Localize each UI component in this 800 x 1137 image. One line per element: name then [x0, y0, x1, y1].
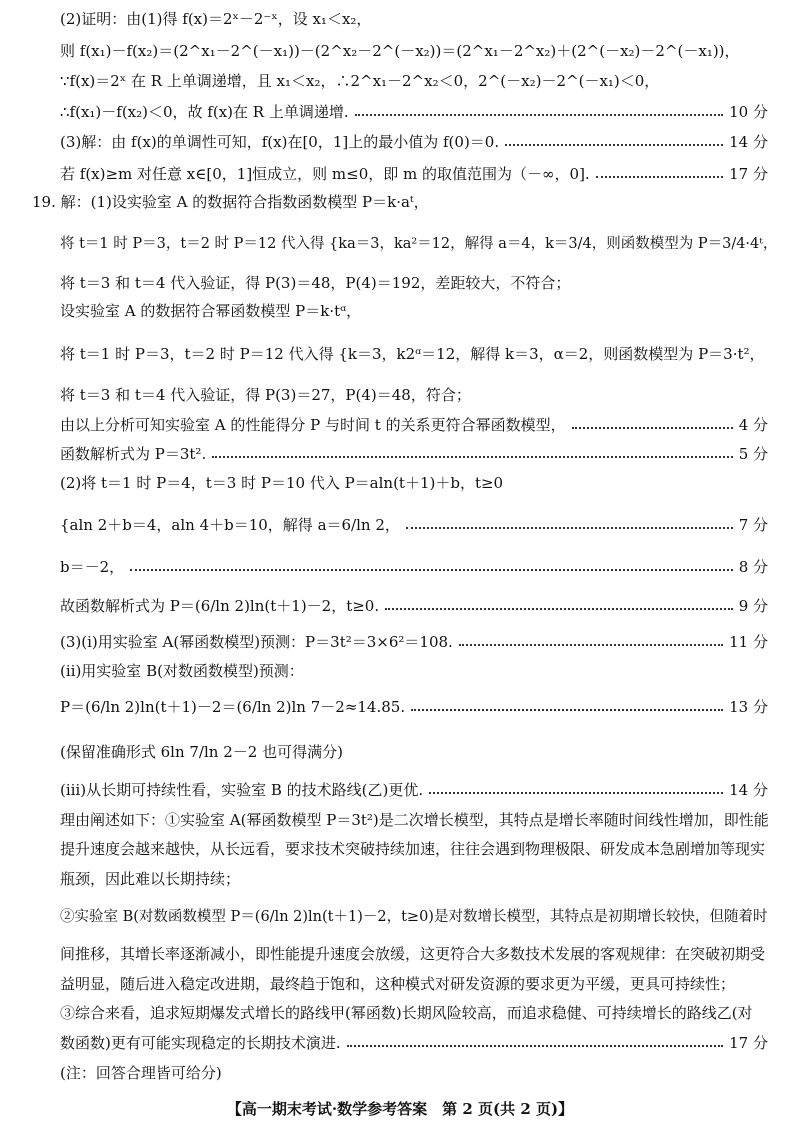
line-text: 将 t＝1 时 P＝3，t＝2 时 P＝12 代入得 {ka＝3，ka²＝12，解得 a＝4，k＝3/4，则函数模型为 P＝3/4·4ᵗ， — [60, 236, 778, 252]
leader-dots — [212, 455, 732, 458]
page-footer: 【高一期末考试·数学参考答案 第 2 页(共 2 页)】 — [226, 1100, 574, 1118]
answer-line — [60, 101, 768, 122]
score-mark: 17 分 — [729, 1034, 768, 1052]
answer-line — [60, 272, 780, 293]
leader-dots — [572, 426, 733, 429]
answer-line — [60, 1032, 768, 1053]
leader-dots — [429, 791, 723, 794]
line-text: ③综合来看，追求短期爆发式增长的路线甲(幂函数)长期风险较高，而追求稳健、可持续增长的路线乙(对 — [60, 1004, 753, 1022]
answer-line — [60, 779, 768, 800]
line-text: (2)证明：由(1)得 f(x)＝2ˣ－2⁻ˣ，设 x₁＜x₂， — [60, 10, 372, 28]
leader-dots — [459, 643, 723, 646]
answer-line — [60, 631, 768, 652]
leader-dots — [596, 175, 723, 178]
line-text: 将 t＝1 时 P＝3，t＝2 时 P＝12 代入得 {k＝3，k2ᵅ＝12，解得 k＝3，α＝2，则函数模型为 P＝3·t²， — [60, 345, 765, 363]
line-text: 益明显，随后进入稳定改进期，最终趋于饱和，这种模式对研发资源的要求更为平缓，更具可持续性； — [60, 975, 736, 993]
line-text: 故函数解析式为 P＝(6/ln 2)ln(t＋1)－2，t≥0. — [60, 597, 380, 615]
answer-line — [60, 40, 780, 61]
answer-line — [32, 191, 780, 212]
answer-line — [60, 660, 780, 681]
answer-line — [60, 595, 768, 616]
answer-line — [60, 514, 768, 535]
answer-line — [60, 232, 780, 253]
leader-dots — [406, 526, 733, 529]
score-mark: 10 分 — [729, 103, 768, 121]
leader-dots — [347, 1044, 724, 1047]
answer-line — [60, 973, 780, 994]
line-text: (3)(ⅰ)用实验室 A(幂函数模型)预测：P＝3t²＝3×6²＝108. — [60, 633, 453, 651]
line-text: ∴f(x₁)－f(x₂)＜0，故 f(x)在 R 上单调递增. — [60, 103, 349, 121]
line-text: ∵f(x)＝2ˣ 在 R 上单调递增，且 x₁＜x₂，∴2^x₁－2^x₂＜0，2^(－x₂)－2^(－x₁)＜0， — [60, 72, 660, 90]
line-text: 设实验室 A 的数据符合幂函数模型 P＝k·tᵅ， — [60, 302, 362, 320]
answer-line — [60, 741, 780, 762]
score-mark: 7 分 — [738, 516, 768, 534]
line-text: 19. 解：(1)设实验室 A 的数据符合指数函数模型 P＝k·aᵗ， — [32, 193, 429, 211]
answer-line — [60, 163, 768, 184]
line-text: 则 f(x₁)－f(x₂)＝(2^x₁－2^(－x₁))－(2^x₂－2^(－x₂))＝(2^x₁－2^x₂)＋(2^(－x₂)－2^(－x₁))， — [60, 42, 740, 60]
answer-line — [60, 443, 768, 464]
leader-dots — [130, 568, 733, 571]
answer-line — [60, 905, 780, 926]
answer-line — [60, 809, 780, 830]
line-text: 函数解析式为 P＝3t². — [60, 445, 207, 463]
line-text: ②实验室 B(对数函数模型 P＝(6/ln 2)ln(t＋1)－2，t≥0)是对数增长模型，其特点是初期增长较快，但随着时 — [60, 909, 768, 925]
line-text: 间推移，其增长率逐渐减小，即性能提升速度会放缓，这更符合大多数技术发展的客观规律：在突破初期受 — [60, 945, 766, 963]
answer-line — [60, 414, 768, 435]
line-text: b＝－2， — [60, 558, 125, 576]
line-text: 瓶颈，因此难以长期持续； — [60, 870, 241, 888]
score-mark: 17 分 — [729, 165, 768, 183]
score-mark: 9 分 — [738, 597, 768, 615]
score-mark: 14 分 — [729, 133, 768, 151]
line-text: (2)将 t＝1 时 P＝4，t＝3 时 P＝10 代入 P＝aln(t＋1)＋b，t≥0 — [60, 474, 504, 492]
leader-dots — [355, 113, 724, 116]
line-text: 若 f(x)≥m 对任意 x∈[0，1]恒成立，则 m≤0，即 m 的取值范围为（－∞，0]. — [60, 165, 590, 183]
score-mark: 5 分 — [738, 445, 768, 463]
answer-line — [60, 943, 780, 964]
answer-line — [60, 1002, 780, 1023]
leader-dots — [385, 607, 733, 610]
line-text: 由以上分析可知实验室 A 的性能得分 P 与时间 t 的关系更符合幂函数模型， — [60, 416, 566, 434]
line-text: (ⅲ)从长期可持续性看，实验室 B 的技术路线(乙)更优. — [60, 781, 424, 799]
answer-line — [60, 343, 780, 364]
score-mark: 4 分 — [738, 416, 768, 434]
line-text: {aln 2＋b＝4，aln 4＋b＝10，解得 a＝6/ln 2， — [60, 516, 400, 534]
score-mark: 14 分 — [729, 781, 768, 799]
score-mark: 8 分 — [738, 558, 768, 576]
answer-line — [60, 384, 780, 405]
answer-line — [60, 696, 768, 717]
line-text: 提升速度会越来越快，从长远看，要求技术突破持续加速，往往会遇到物理极限、研发成本急剧增加等现实 — [60, 840, 766, 858]
line-text: 将 t＝3 和 t＝4 代入验证，得 P(3)＝27，P(4)＝48，符合； — [60, 386, 471, 404]
line-text: (注：回答合理皆可给分) — [60, 1064, 222, 1082]
answer-line — [60, 556, 768, 577]
answer-line — [60, 868, 780, 889]
score-mark: 11 分 — [729, 633, 768, 651]
answer-line — [60, 131, 768, 152]
answer-line — [60, 8, 780, 29]
line-text: P＝(6/ln 2)ln(t＋1)－2＝(6/ln 2)ln 7－2≈14.85. — [60, 698, 406, 716]
line-text: (ⅱ)用实验室 B(对数函数模型)预测： — [60, 662, 304, 680]
line-text: 数函数)更有可能实现稳定的长期技术演进. — [60, 1034, 341, 1052]
answer-line — [60, 472, 780, 493]
line-text: (3)解：由 f(x)的单调性可知，f(x)在[0，1]上的最小值为 f(0)＝0. — [60, 133, 500, 151]
leader-dots — [411, 708, 723, 711]
answer-line — [60, 1062, 780, 1083]
answer-line — [60, 838, 780, 859]
leader-dots — [505, 143, 723, 146]
line-text: 理由阐述如下：①实验室 A(幂函数模型 P＝3t²)是二次增长模型，其特点是增长率随时间线性增加，即性能 — [60, 811, 769, 829]
answer-line — [60, 300, 780, 321]
line-text: 将 t＝3 和 t＝4 代入验证，得 P(3)＝48，P(4)＝192，差距较大，不符合； — [60, 274, 571, 292]
answer-line — [60, 70, 780, 91]
line-text: (保留准确形式 6ln 7/ln 2－2 也可得满分) — [60, 743, 343, 761]
score-mark: 13 分 — [729, 698, 768, 716]
